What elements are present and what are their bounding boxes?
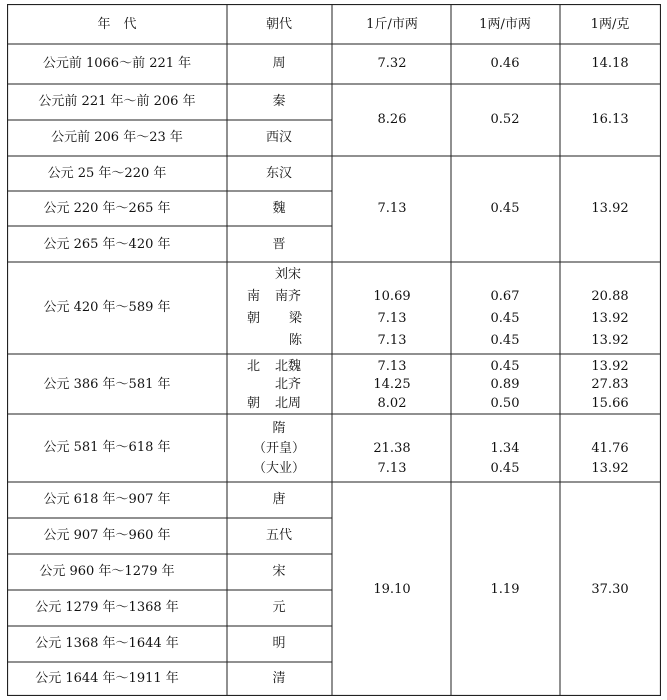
sub-dynasty-name: 北魏 [275,359,302,374]
dynasty-cell: 秦 [272,94,286,109]
liang-value: 0.45 [490,359,520,374]
era-cell: 公元 265 年～420 年 [43,237,171,252]
liang-value: 0.45 [490,333,520,348]
liang-value: 0.89 [490,377,520,392]
group-label-south: 南 [247,289,261,304]
gram-value: 27.83 [591,377,629,392]
era-cell: 公元 25 年～220 年 [47,166,167,181]
jin-value: 8.02 [377,396,407,411]
era-cell: 公元 618 年～907 年 [43,492,171,507]
dynasty-cell: 西汉 [265,130,293,145]
era-cell: 公元前 221 年～前 206 年 [38,94,196,109]
dynasty-cell: 魏 [272,201,286,216]
dynasty-cell: 元 [272,600,286,615]
jin-value: 14.25 [373,377,411,392]
header-jin-shiliang: 1斤/市两 [366,17,418,32]
gram-value: 16.13 [591,112,629,127]
gram-value: 13.92 [591,461,629,476]
sub-dynasty-name: （大业） [252,461,306,476]
dynasty-cell: 五代 [265,528,293,543]
jin-value: 7.32 [377,56,407,71]
jin-value: 10.69 [373,289,411,304]
liang-value: 0.46 [490,56,520,71]
era-cell: 公元前 206 年～23 年 [51,130,183,145]
jin-value: 7.13 [377,333,407,348]
liang-value: 1.34 [490,441,520,456]
era-cell: 公元 1644 年～1911 年 [35,671,179,686]
jin-value: 19.10 [373,582,411,597]
sub-dynasty-name: 刘宋 [275,267,302,282]
era-cell: 公元 1368 年～1644 年 [35,636,179,651]
gram-value: 15.66 [591,396,629,411]
liang-value: 0.52 [490,112,520,127]
dynasty-cell: 唐 [272,492,286,507]
sub-dynasty-name: 陈 [289,333,303,348]
dynasty-cell: 东汉 [265,166,293,181]
sub-dynasty-name: 隋 [272,421,286,436]
gram-value: 13.92 [591,333,629,348]
era-cell: 公元 907 年～960 年 [43,528,171,543]
weight-conversion-table [7,4,661,696]
jin-value: 7.13 [377,359,407,374]
era-cell: 公元 386 年～581 年 [43,377,171,392]
gram-value: 20.88 [591,289,629,304]
header-era: 年 代 [97,17,137,32]
sub-dynasty-name: （开皇） [252,441,306,456]
dynasty-cell: 周 [272,56,286,71]
liang-value: 0.45 [490,201,520,216]
liang-value: 1.19 [490,582,520,597]
dynasty-cell: 晋 [272,237,286,252]
era-cell: 公元 420 年～589 年 [43,300,171,315]
jin-value: 7.13 [377,311,407,326]
header-liang-shiliang: 1两/市两 [479,17,531,32]
liang-value: 0.45 [490,311,520,326]
group-label-dynasties: 朝 [247,396,261,411]
gram-value: 13.92 [591,311,629,326]
gram-value: 41.76 [591,441,629,456]
liang-value: 0.45 [490,461,520,476]
sub-dynasty-name: 北周 [275,396,302,411]
group-label-north: 北 [247,359,261,374]
gram-value: 14.18 [591,56,629,71]
dynasty-cell: 明 [272,636,286,651]
dynasty-cell: 宋 [272,564,286,579]
era-cell: 公元 220 年～265 年 [43,201,171,216]
era-cell: 公元 581 年～618 年 [43,440,171,455]
jin-value: 7.13 [377,201,407,216]
gram-value: 13.92 [591,201,629,216]
liang-value: 0.50 [490,396,520,411]
group-label-dynasties: 朝 [247,311,261,326]
era-cell: 公元 960 年～1279 年 [39,564,175,579]
era-cell: 公元前 1066～前 221 年 [42,56,192,71]
sub-dynasty-name: 北齐 [275,377,302,392]
dynasty-cell: 清 [272,671,286,686]
jin-value: 8.26 [377,112,407,127]
gram-value: 13.92 [591,359,629,374]
header-dynasty: 朝代 [265,17,293,32]
jin-value: 7.13 [377,461,407,476]
sub-dynasty-name: 梁 [289,311,303,326]
header-liang-gram: 1两/克 [590,17,630,32]
liang-value: 0.67 [490,289,520,304]
jin-value: 21.38 [373,441,411,456]
era-cell: 公元 1279 年～1368 年 [35,600,179,615]
gram-value: 37.30 [591,582,629,597]
sub-dynasty-name: 南齐 [275,289,302,304]
